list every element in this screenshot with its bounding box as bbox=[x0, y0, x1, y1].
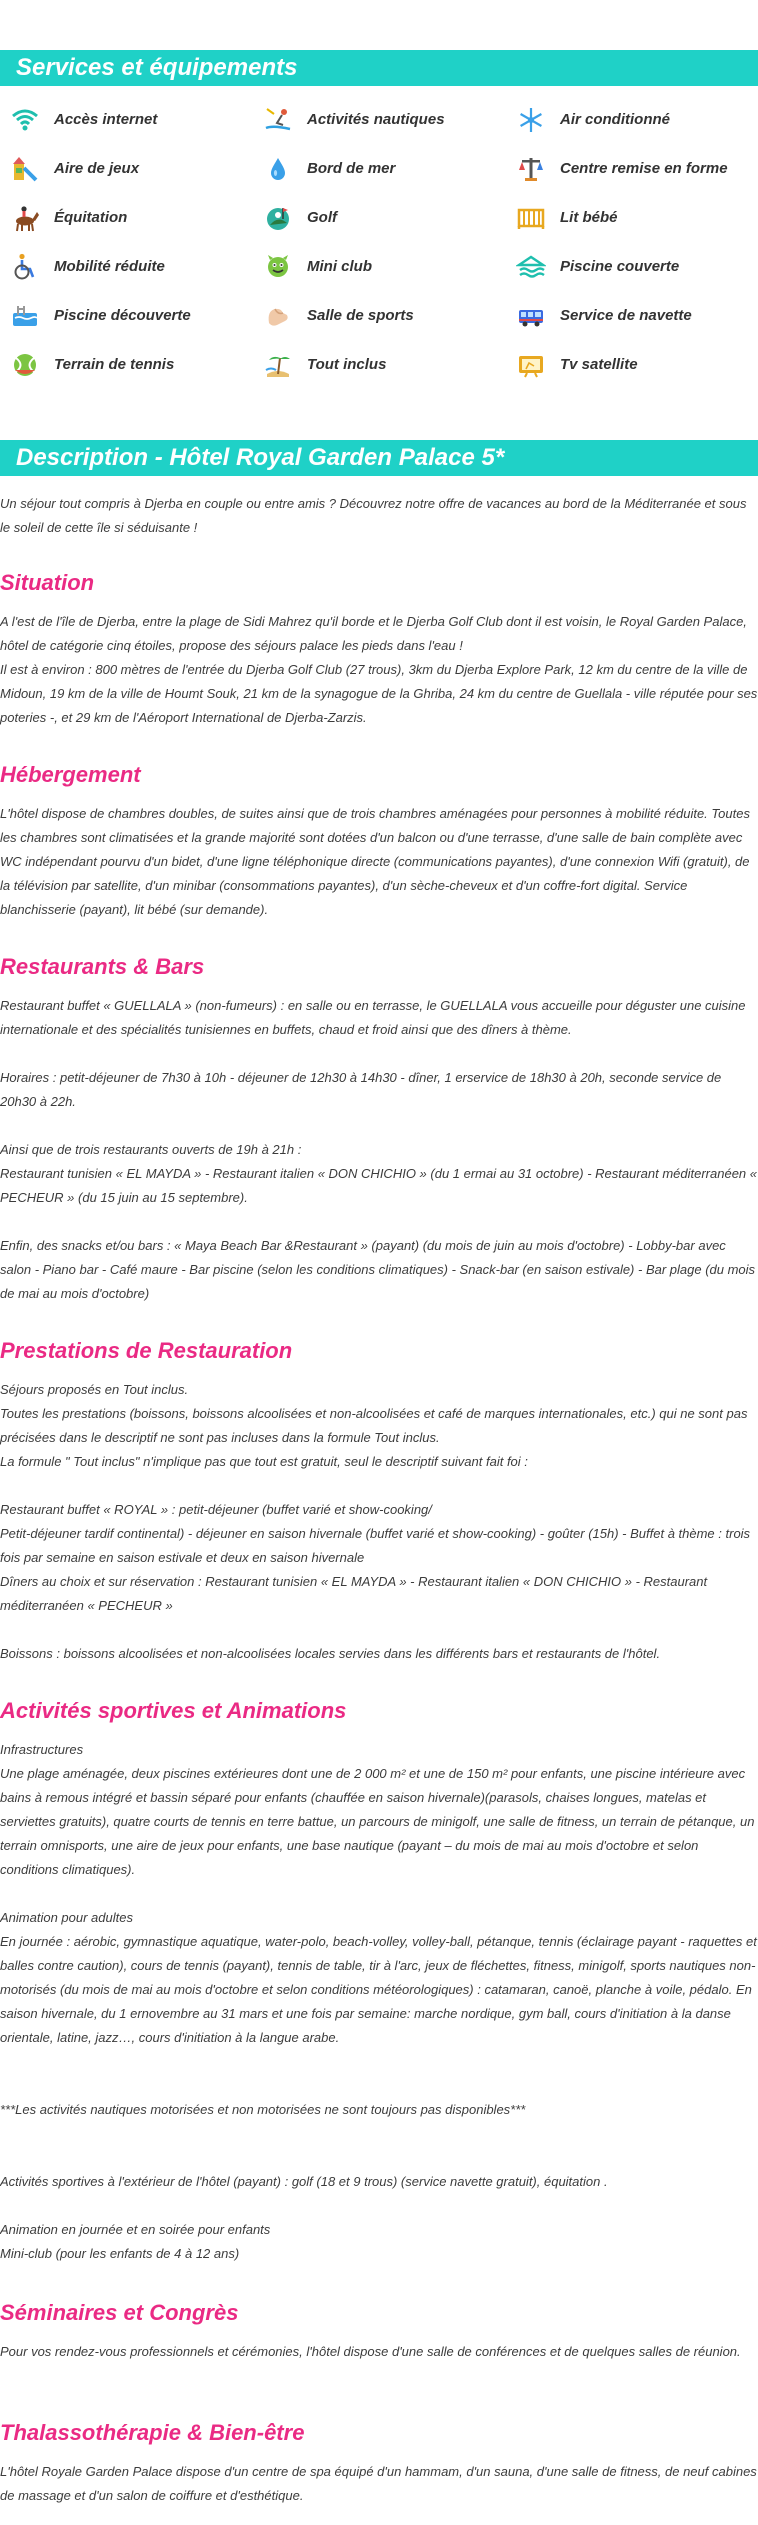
tennis-icon bbox=[10, 350, 40, 380]
section-activites bbox=[0, 1696, 758, 2266]
dumbbell-icon bbox=[263, 301, 293, 331]
playground-icon bbox=[10, 154, 40, 184]
section-heading: Restaurants & Bars bbox=[0, 954, 205, 979]
service-item bbox=[263, 299, 503, 333]
baby-bed-icon bbox=[516, 203, 546, 233]
description-title: Description - Hôtel Royal Garden Palace 5* bbox=[16, 444, 505, 471]
paragraph: Il est à environ : 800 mètres de l'entrée du Djerba Golf Club (27 trous), 3km du Djerba Explore Park, 12 km du centre de la ville de Midoun, 19 km de la ville de Houmt Souk, 21 km de la synagogue de la Ghriba, 24 km du centre de Guellala - ville réputée pour ses poteries -, et 29 km de l'Aéroport International de Djerba-Zarzis. bbox=[0, 662, 758, 725]
paragraph: Séjours proposés en Tout inclus. bbox=[0, 1382, 189, 1397]
services-title: Services et équipements bbox=[16, 54, 298, 81]
paragraph: ***Les activités nautiques motorisées et non motorisées ne sont toujours pas disponibles*** bbox=[0, 2102, 526, 2117]
service-label: Aire de jeux bbox=[54, 160, 140, 177]
paragraph: L'hôtel Royale Garden Palace dispose d'un centre de spa équipé d'un hammam, d'un sauna, d'une salle de fitness, de neuf cabines de massage et d'un salon de coiffure et d'esthétique. bbox=[0, 2464, 757, 2503]
paragraph: Restaurant buffet « ROYAL » : petit-déjeuner (buffet varié et show-cooking/ bbox=[0, 1502, 432, 1517]
kids-club-icon bbox=[263, 252, 293, 282]
section-heading: Prestations de Restauration bbox=[0, 1338, 293, 1363]
service-item bbox=[516, 201, 756, 235]
paragraph: Animation en journée et en soirée pour enfants bbox=[0, 2222, 271, 2237]
service-item bbox=[263, 250, 503, 284]
paragraph: A l'est de l'île de Djerba, entre la plage de Sidi Mahrez qu'il borde et le Djerba Golf Club dont il est voisin, le Royal Garden Palace, hôtel de catégorie cinq étoiles, propose des séjours palace les pieds dans l'eau ! bbox=[0, 614, 747, 653]
section-heading: Thalassothérapie & Bien-être bbox=[0, 2420, 305, 2445]
description-intro: Un séjour tout compris à Djerba en couple ou entre amis ? Découvrez notre offre de vacances au bord de la Méditerranée et sous le soleil de cette île si séduisante ! bbox=[0, 496, 747, 535]
service-label: Lit bébé bbox=[560, 209, 618, 226]
service-item bbox=[516, 250, 756, 284]
service-item bbox=[263, 348, 503, 382]
paragraph: Animation pour adultes bbox=[0, 1910, 133, 1925]
section-heading: Situation bbox=[0, 570, 95, 595]
service-item bbox=[516, 299, 756, 333]
service-item bbox=[10, 299, 250, 333]
paragraph: Horaires : petit-déjeuner de 7h30 à 10h - déjeuner de 12h30 à 14h30 - dîner, 1 erservice de 18h30 à 20h, seconde service de 20h30 à 22h. bbox=[0, 1070, 722, 1109]
section-heading: Activités sportives et Animations bbox=[0, 1698, 347, 1723]
service-item bbox=[10, 348, 250, 382]
service-label: Service de navette bbox=[560, 307, 692, 324]
service-item bbox=[263, 152, 503, 186]
paragraph: Toutes les prestations (boissons, boissons alcoolisées et non-alcoolisées et café de marques internationales, etc.) qui ne sont pas précisées dans le descriptif ne sont pas incluses dans la formule Tout inclus. bbox=[0, 1406, 748, 1445]
service-label: Tout inclus bbox=[307, 356, 387, 373]
fitness-scale-icon bbox=[516, 154, 546, 184]
service-item bbox=[516, 103, 756, 137]
service-item bbox=[516, 152, 756, 186]
service-label: Activités nautiques bbox=[307, 111, 445, 128]
paragraph: Petit-déjeuner tardif continental) - déjeuner en saison hivernale (buffet varié et show-cooking) - goûter (15h) - Buffet à thème : trois fois par semaine en saison estivale et deux en saison hivernale bbox=[0, 1526, 751, 1565]
paragraph: En journée : aérobic, gymnastique aquatique, water-polo, beach-volley, volley-ball, pétanque, tennis (éclairage payant - raquettes et balles contre caution), cours de tennis (payant), tennis de table, tir à l'arc, jeux de fléchettes, fitness, minigolf, sports nautiques non-motorisés (du mois de mai au mois d'octobre et selon conditions météorologiques) : catamaran, canoë, planche à voile, pédalo. En saison hivernale, du 1 ernovembre au 31 mars et une fois par semaine: marche nordique, gym ball, cours d'initiation à la danse orientale, latine, jazz…, cours d'initiation à la langue arabe. bbox=[0, 1934, 757, 2045]
paragraph: Une plage aménagée, deux piscines extérieures dont une de 2 000 m² et une de 150 m² pour enfants, une piscine intérieure avec bains à remous intégré et bassin séparé pour enfants (chauffée en saison hivernale)(parasols, chaises longues, matelas et serviettes gratuits), quatre courts de tennis en terre battue, un parcours de minigolf, une salle de fitness, un terrain de pétanque, un terrain omnisports, une aire de jeux pour enfants, une base nautique (payant – du mois de mai au mois d'octobre et selon conditions climatiques). bbox=[0, 1766, 755, 1877]
service-label: Salle de sports bbox=[307, 307, 414, 324]
paragraph: Activités sportives à l'extérieur de l'hôtel (payant) : golf (18 et 9 trous) (service navette gratuit), équitation . bbox=[0, 2174, 608, 2189]
paragraph: Mini-club (pour les enfants de 4 à 12 ans) bbox=[0, 2246, 240, 2261]
service-label: Bord de mer bbox=[307, 160, 396, 177]
service-label: Air conditionné bbox=[560, 111, 670, 128]
paragraph: Boissons : boissons alcoolisées et non-alcoolisées locales servies dans les différents bars et restaurants de l'hôtel. bbox=[0, 1646, 661, 1661]
paragraph: Enfin, des snacks et/ou bars : « Maya Beach Bar &Restaurant » (payant) (du mois de juin au mois d'octobre) - Lobby-bar avec salon - Piano bar - Café maure - Bar piscine (selon les conditions climatiques) - Snack-bar (en saison estivale) - Bar plage (du mois de mai au mois d'octobre) bbox=[0, 1238, 756, 1301]
section-heading: Séminaires et Congrès bbox=[0, 2300, 239, 2325]
paragraph: Ainsi que de trois restaurants ouverts de 19h à 21h : bbox=[0, 1142, 302, 1157]
wifi-icon bbox=[10, 105, 40, 135]
paragraph: Restaurant tunisien « EL MAYDA » - Restaurant italien « DON CHICHIO » (du 1 ermai au 31 octobre) - Restaurant méditerranéen « PECHEUR » (du 15 juin au 15 septembre). bbox=[0, 1166, 758, 1205]
service-label: Piscine couverte bbox=[560, 258, 680, 275]
section-heading: Hébergement bbox=[0, 762, 141, 787]
all-inclusive-icon bbox=[263, 350, 293, 380]
paragraph: L'hôtel dispose de chambres doubles, de suites ainsi que de trois chambres aménagées pour personnes à mobilité réduite. Toutes les chambres sont climatisées et la grande majorité sont dotées d'un balcon ou d'une terrasse, d'une salle de bain complète avec WC indépendant pourvu d'un bidet, d'une ligne téléphonique directe (communications payantes), d'une connexion Wifi (gratuit), de la télévision par satellite, d'un minibar (consommations payantes), d'un sèche-cheveux et d'un coffre-fort digital. Service blanchisserie (payant), lit bébé (sur demande). bbox=[0, 806, 750, 917]
service-item bbox=[516, 348, 756, 382]
wheelchair-icon bbox=[10, 252, 40, 282]
service-label: Tv satellite bbox=[560, 356, 638, 373]
section-thalasso bbox=[0, 2418, 758, 2508]
golf-icon bbox=[263, 203, 293, 233]
service-item bbox=[263, 201, 503, 235]
section-situation bbox=[0, 568, 758, 730]
service-label: Piscine découverte bbox=[54, 307, 191, 324]
service-label: Centre remise en forme bbox=[560, 160, 728, 177]
description-header bbox=[0, 440, 758, 476]
section-hebergement bbox=[0, 760, 758, 922]
service-label: Terrain de tennis bbox=[54, 356, 175, 373]
horse-rider-icon bbox=[10, 203, 40, 233]
service-label: Accès internet bbox=[54, 111, 158, 128]
section-restaurants bbox=[0, 952, 758, 1306]
paragraph: Infrastructures bbox=[0, 1742, 84, 1757]
service-label: Mini club bbox=[307, 258, 372, 275]
service-item bbox=[10, 250, 250, 284]
service-label: Mobilité réduite bbox=[54, 258, 165, 275]
outdoor-pool-icon bbox=[10, 301, 40, 331]
service-item bbox=[10, 103, 250, 137]
satellite-tv-icon bbox=[516, 350, 546, 380]
section-seminaires bbox=[0, 2298, 758, 2364]
snowflake-icon bbox=[516, 105, 546, 135]
paragraph: Dîners au choix et sur réservation : Restaurant tunisien « EL MAYDA » - Restaurant italien « DON CHICHIO » - Restaurant méditerranéen « PECHEUR » bbox=[0, 1574, 708, 1613]
services-header bbox=[0, 50, 758, 86]
service-label: Équitation bbox=[54, 209, 128, 226]
paragraph: Restaurant buffet « GUELLALA » (non-fumeurs) : en salle ou en terrasse, le GUELLALA vous accueille pour déguster une cuisine internationale et des spécialités tunisiennes en buffets, chaud et froid ainsi que des dîners à thème. bbox=[0, 998, 746, 1037]
paragraph: La formule " Tout inclus" n'implique pas que tout est gratuit, seul le descriptif suivant fait foi : bbox=[0, 1454, 528, 1469]
service-item bbox=[263, 103, 503, 137]
service-item bbox=[10, 201, 250, 235]
paragraph: Pour vos rendez-vous professionnels et cérémonies, l'hôtel dispose d'une salle de conférences et de quelques salles de réunion. bbox=[0, 2344, 741, 2359]
shuttle-bus-icon bbox=[516, 301, 546, 331]
water-drop-icon bbox=[263, 154, 293, 184]
indoor-pool-icon bbox=[516, 252, 546, 282]
service-item bbox=[10, 152, 250, 186]
section-prestations bbox=[0, 1336, 758, 1666]
water-skiing-icon bbox=[263, 105, 293, 135]
service-label: Golf bbox=[307, 209, 337, 226]
